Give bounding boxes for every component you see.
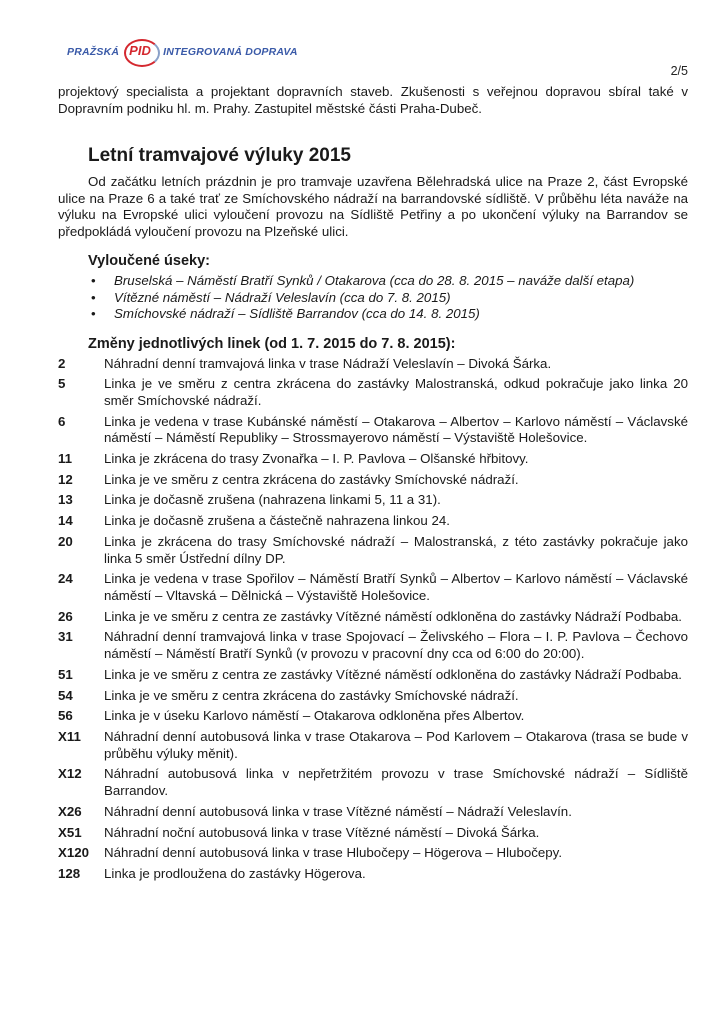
line-description: Linka je dočasně zrušena (nahrazena linkami 5, 11 a 31). bbox=[104, 492, 441, 508]
excluded-heading: Vyloučené úseky: bbox=[88, 253, 210, 269]
line-change-row bbox=[58, 356, 688, 373]
line-changes-list bbox=[58, 356, 688, 883]
changes-heading: Změny jednotlivých linek (od 1. 7. 2015 do 7. 8. 2015): bbox=[88, 335, 456, 352]
line-description: Linka je prodloužena do zastávky Högerova. bbox=[104, 866, 366, 882]
line-number: 20 bbox=[58, 534, 73, 550]
line-change-row bbox=[58, 766, 688, 799]
line-description: Náhradní denní tramvajová linka v trase Nádraží Veleslavín – Divoká Šárka. bbox=[104, 355, 552, 371]
line-number: 24 bbox=[58, 571, 73, 587]
logo-mark-text: PID bbox=[129, 43, 151, 58]
line-description: Náhradní noční autobusová linka v trase Vítězné náměstí – Divoká Šárka. bbox=[104, 824, 540, 840]
line-change-row bbox=[58, 513, 688, 530]
document-body bbox=[58, 84, 688, 887]
excluded-item: • Bruselská – Náměstí Bratří Synků / Otakarova (cca do 28. 8. 2015 – naváže další etapa) bbox=[91, 273, 635, 288]
excluded-list bbox=[58, 273, 688, 323]
line-number: 51 bbox=[58, 666, 73, 682]
line-number: 54 bbox=[58, 687, 73, 703]
line-description: Náhradní denní autobusová linka v trase Hlubočepy – Högerova – Hlubočepy. bbox=[104, 845, 563, 861]
line-number: 31 bbox=[58, 629, 73, 645]
line-description: Náhradní denní autobusová linka v trase Vítězné náměstí – Nádraží Veleslavín. bbox=[104, 803, 572, 819]
line-description: Náhradní autobusová linka v nepřetržitém provozu v trase Smíchovské nádraží – Sídliště Barrandov. bbox=[104, 766, 688, 798]
line-change-row bbox=[58, 845, 688, 862]
section-title: Letní tramvajové výluky 2015 bbox=[88, 145, 351, 166]
pid-logo bbox=[67, 38, 298, 66]
line-description: Linka je zkrácena do trasy Zvonařka – I. P. Pavlova – Olšanské hřbitovy. bbox=[104, 450, 529, 466]
line-number: 11 bbox=[58, 450, 73, 466]
line-change-row bbox=[58, 729, 688, 762]
line-description: Linka je ve směru z centra ze zastávky Vítězné náměstí odkloněna do zastávky Nádraží Podbaba. bbox=[104, 666, 682, 682]
line-description: Linka je vedena v trase Kubánské náměstí – Otakarova – Albertov – Karlovo náměstí – Václavské náměstí – Náměstí Republiky – Strossmayerovo náměstí – Výstaviště Holešovice. bbox=[104, 413, 688, 446]
line-change-row bbox=[58, 534, 688, 567]
bullet-icon: • bbox=[91, 306, 96, 321]
pid-logo-icon bbox=[122, 38, 160, 66]
line-change-row bbox=[58, 609, 688, 626]
line-description: Linka je vedena v trase Spořilov – Náměstí Bratří Synků – Albertov – Karlovo náměstí – Václavské náměstí – Vltavská – Dělnická – Výstaviště Holešovice. bbox=[104, 571, 688, 603]
line-number: 12 bbox=[58, 471, 73, 487]
line-number: X12 bbox=[58, 766, 82, 782]
line-number: 14 bbox=[58, 513, 73, 529]
logo-left-text: PRAŽSKÁ bbox=[67, 46, 120, 58]
line-change-row bbox=[58, 708, 688, 725]
line-change-row bbox=[58, 451, 688, 468]
line-number: X51 bbox=[58, 824, 82, 840]
line-description: Linka je dočasně zrušena a částečně nahrazena linkou 24. bbox=[104, 513, 450, 529]
line-number: X120 bbox=[58, 845, 90, 861]
line-number: 26 bbox=[58, 608, 73, 624]
line-number: 5 bbox=[58, 376, 66, 392]
line-number: 128 bbox=[58, 866, 81, 882]
line-description: Linka je v úseku Karlovo náměstí – Otakarova odkloněna přes Albertov. bbox=[104, 708, 525, 724]
excluded-item: • Vítězné náměstí – Nádraží Veleslavín (cca do 7. 8. 2015) bbox=[91, 289, 451, 305]
line-change-row bbox=[58, 825, 688, 842]
bullet-icon: • bbox=[91, 289, 96, 305]
line-change-row bbox=[58, 629, 688, 662]
line-description: Linka je ve směru z centra zkrácena do zastávky Malostranská, odkud pokračuje jako linka 20 směr Smíchovské nádraží. bbox=[104, 376, 688, 408]
line-description: Linka je ve směru z centra ze zastávky Vítězné náměstí odkloněna do zastávky Nádraží Podbaba. bbox=[104, 608, 682, 624]
page-number: 2/5 bbox=[670, 64, 688, 78]
line-number: X26 bbox=[58, 803, 82, 819]
line-change-row bbox=[58, 667, 688, 684]
line-description: Náhradní denní tramvajová linka v trase Spojovací – Želivského – Flora – I. P. Pavlova – Čechovo náměstí – Náměstí Bratří Synků (v provozu v pracovní dny cca od 6:00 do 20:00). bbox=[104, 629, 688, 661]
intro-paragraph: projektový specialista a projektant dopravních staveb. Zkušenosti s veřejnou dopravou sbíral také v Dopravním podniku hl. m. Prahy. Zastupitel městské části Praha-Dubeč. bbox=[58, 84, 688, 116]
line-number: X11 bbox=[58, 729, 81, 745]
line-number: 6 bbox=[58, 413, 66, 429]
excluded-item: • Smíchovské nádraží – Sídliště Barrandov (cca do 14. 8. 2015) bbox=[91, 306, 480, 321]
section-body: Od začátku letních prázdnin je pro tramvaje uzavřena Bělehradská ulice na Praze 2, část Evropské ulice na Praze 6 a také trať ze Smíchovského nádraží na barrandovské sídliště. V průběhu léta naváže na výluku na Evropské ulici vyloučení provozu na Sídliště Petřiny a po ukončení výluky na Barrandov se předpokládá vyloučení provozu na Plzeňské ulici. bbox=[58, 174, 688, 239]
line-description: Náhradní denní autobusová linka v trase Otakarova – Pod Karlovem – Otakarova (trasa se bude v průběhu výluky měnit). bbox=[104, 729, 688, 761]
line-change-row bbox=[58, 866, 688, 883]
line-change-row bbox=[58, 804, 688, 821]
line-description: Linka je ve směru z centra zkrácena do zastávky Smíchovské nádraží. bbox=[104, 687, 519, 703]
line-change-row bbox=[58, 571, 688, 604]
bullet-icon: • bbox=[91, 273, 96, 288]
line-number: 13 bbox=[58, 492, 73, 508]
line-description: Linka je ve směru z centra zkrácena do zastávky Smíchovské nádraží. bbox=[104, 471, 519, 487]
line-number: 2 bbox=[58, 355, 66, 371]
line-change-row bbox=[58, 472, 688, 489]
line-description: Linka je zkrácena do trasy Smíchovské nádraží – Malostranská, z této zastávky pokračuje jako linka 5 směr Ústřední dílny DP. bbox=[104, 534, 688, 566]
line-change-row bbox=[58, 688, 688, 705]
line-change-row bbox=[58, 492, 688, 509]
line-number: 56 bbox=[58, 708, 73, 724]
line-change-row bbox=[58, 414, 688, 447]
line-change-row bbox=[58, 376, 688, 409]
logo-right-text: INTEGROVANÁ DOPRAVA bbox=[163, 46, 298, 58]
